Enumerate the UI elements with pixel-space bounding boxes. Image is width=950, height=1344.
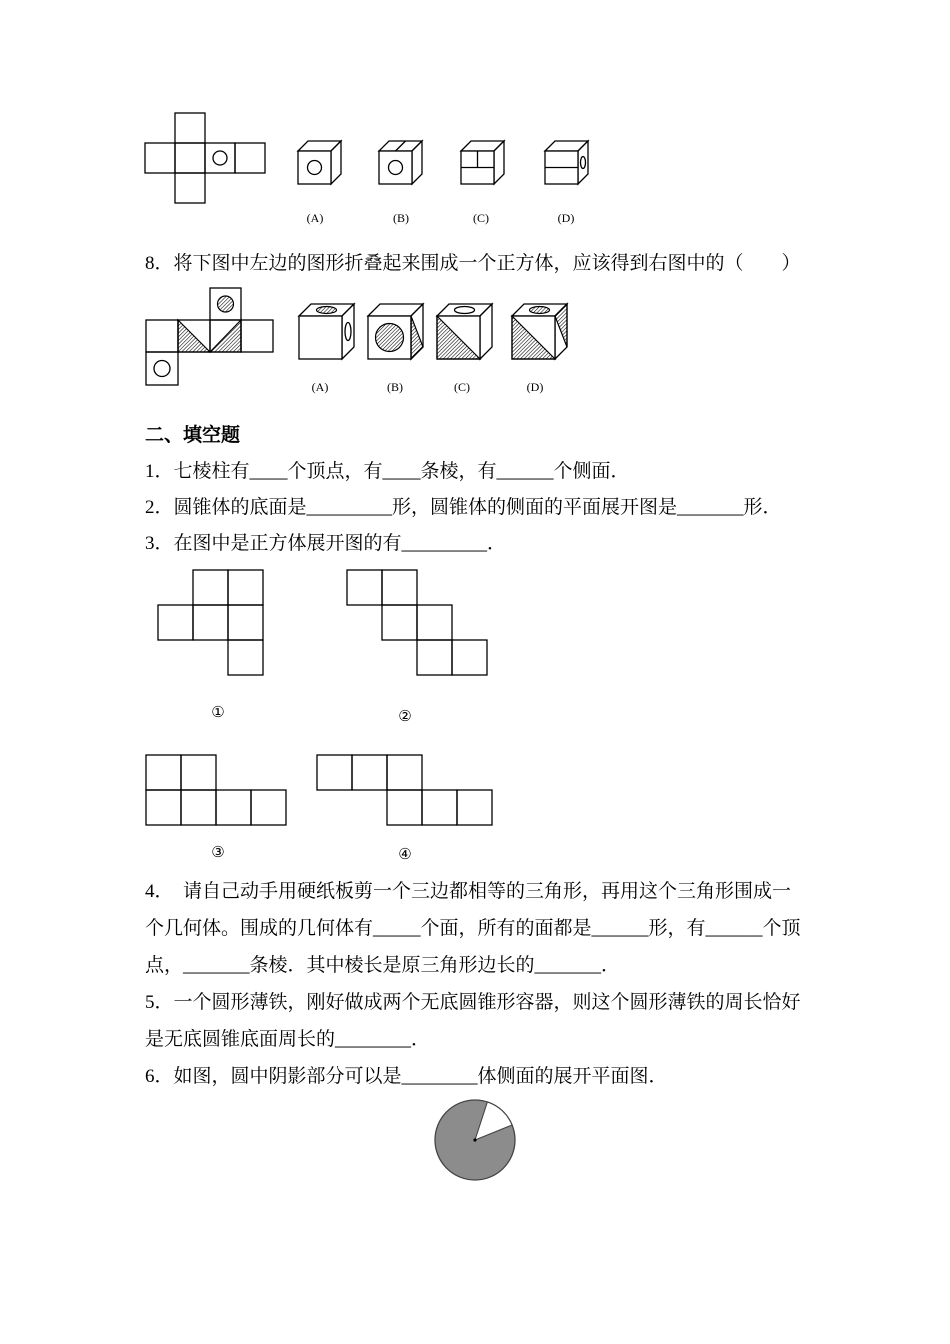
net-square: [146, 320, 178, 352]
q7-cube-net: [145, 113, 265, 203]
net-square: [317, 755, 352, 790]
q3-net-1: [158, 570, 263, 675]
q7-option-d-cube: [545, 141, 588, 184]
net-square: [452, 640, 487, 675]
net-square: [417, 605, 452, 640]
net-square: [417, 640, 452, 675]
net-square: [241, 320, 273, 352]
net-square: [216, 790, 251, 825]
q7-option-b-label: (B): [393, 211, 409, 225]
circle-mark: [213, 151, 227, 165]
net-1-label: ①: [211, 703, 225, 721]
net-square: [158, 605, 193, 640]
net-square: [352, 755, 387, 790]
net-square: [181, 790, 216, 825]
net-square: [181, 755, 216, 790]
q8-option-b-label: (B): [387, 380, 403, 394]
fill-q5-line-1: 5．一个圆形薄铁，刚好做成两个无底圆锥形容器，则这个圆形薄铁的周长恰好: [145, 992, 801, 1013]
ellipse-mark: [345, 323, 351, 341]
cube-front-face: [379, 151, 412, 184]
fill-q4-line-2: 个几何体。围成的几何体有_____个面，所有的面都是______形，有______个顶: [145, 918, 801, 939]
cube-front-face: [298, 151, 331, 184]
q7-option-a-cube: [298, 141, 341, 184]
net-square: [382, 605, 417, 640]
circle-mark: [154, 361, 170, 377]
net-square: [175, 173, 205, 203]
q8-option-a-label: (A): [311, 380, 329, 394]
q7-option-b-cube: [379, 141, 422, 184]
q3-net-3: [146, 755, 286, 825]
net-square: [228, 605, 263, 640]
q3-net-4: [317, 755, 492, 825]
center-dot: [473, 1138, 476, 1141]
q8-question: 8．将下图中左边的图形折叠起来围成一个正方体，应该得到右图中的（ ）: [145, 253, 801, 274]
q6-shaded-circle: [435, 1100, 515, 1180]
q8-option-c-label: (C): [454, 380, 470, 394]
q8-option-d-label: (D): [526, 380, 544, 394]
net-square: [193, 605, 228, 640]
net-square: [205, 143, 235, 173]
net-square: [228, 570, 263, 605]
net-square: [235, 143, 265, 173]
q7-option-d-label: (D): [557, 211, 575, 225]
net-square: [175, 113, 205, 143]
net-square: [457, 790, 492, 825]
net-2-label: ②: [398, 707, 412, 725]
net-square: [175, 143, 205, 173]
net-square: [387, 755, 422, 790]
net-square: [145, 143, 175, 173]
net-square: [382, 570, 417, 605]
hatched-circle: [376, 324, 404, 352]
q8-option-c-cube: [437, 304, 492, 359]
hatched-ellipse: [317, 307, 337, 314]
net-square: [146, 790, 181, 825]
net-square: [146, 755, 181, 790]
net-4-label: ④: [398, 845, 412, 863]
net-3-label: ③: [211, 843, 225, 861]
net-square: [146, 352, 178, 385]
fill-q6: 6．如图，圆中阴影部分可以是________体侧面的展开平面图．: [145, 1066, 668, 1087]
fill-q4-line-3: 点，_______条棱．其中棱长是原三角形边长的_______．: [145, 955, 621, 976]
net-square: [193, 570, 228, 605]
hatched-circle: [218, 296, 234, 312]
q8-option-b-cube: [368, 304, 423, 359]
fill-q3: 3．在图中是正方体展开图的有_________．: [145, 533, 507, 554]
fill-q4-line-1: 4． 请自己动手用硬纸板剪一个三边都相等的三角形，再用这个三角形围成一: [145, 881, 792, 902]
hatched-ellipse: [530, 307, 550, 314]
hatched-triangle: [210, 320, 241, 352]
net-square: [422, 790, 457, 825]
fill-q2: 2．圆锥体的底面是_________形，圆锥体的侧面的平面展开图是_______形．: [145, 497, 782, 518]
hatched-triangle: [178, 320, 210, 352]
q7-option-c-cube: [461, 141, 504, 184]
net-square: [347, 570, 382, 605]
net-square: [251, 790, 286, 825]
q3-net-2: [347, 570, 487, 675]
q8-option-d-cube: [512, 304, 567, 359]
cube-front-face: [299, 316, 342, 359]
net-square: [228, 640, 263, 675]
q8-cube-net: [146, 288, 273, 385]
q7-option-c-label: (C): [473, 211, 489, 225]
q8-option-a-cube: [299, 304, 354, 359]
net-square: [387, 790, 422, 825]
fill-q1: 1．七棱柱有____个顶点，有____条棱，有______个侧面．: [145, 461, 630, 482]
q7-option-a-label: (A): [306, 211, 324, 225]
fill-q5-line-2: 是无底圆锥底面周长的________．: [145, 1029, 431, 1050]
section-title: 二、填空题: [145, 425, 241, 446]
ellipse-mark: [455, 307, 475, 314]
